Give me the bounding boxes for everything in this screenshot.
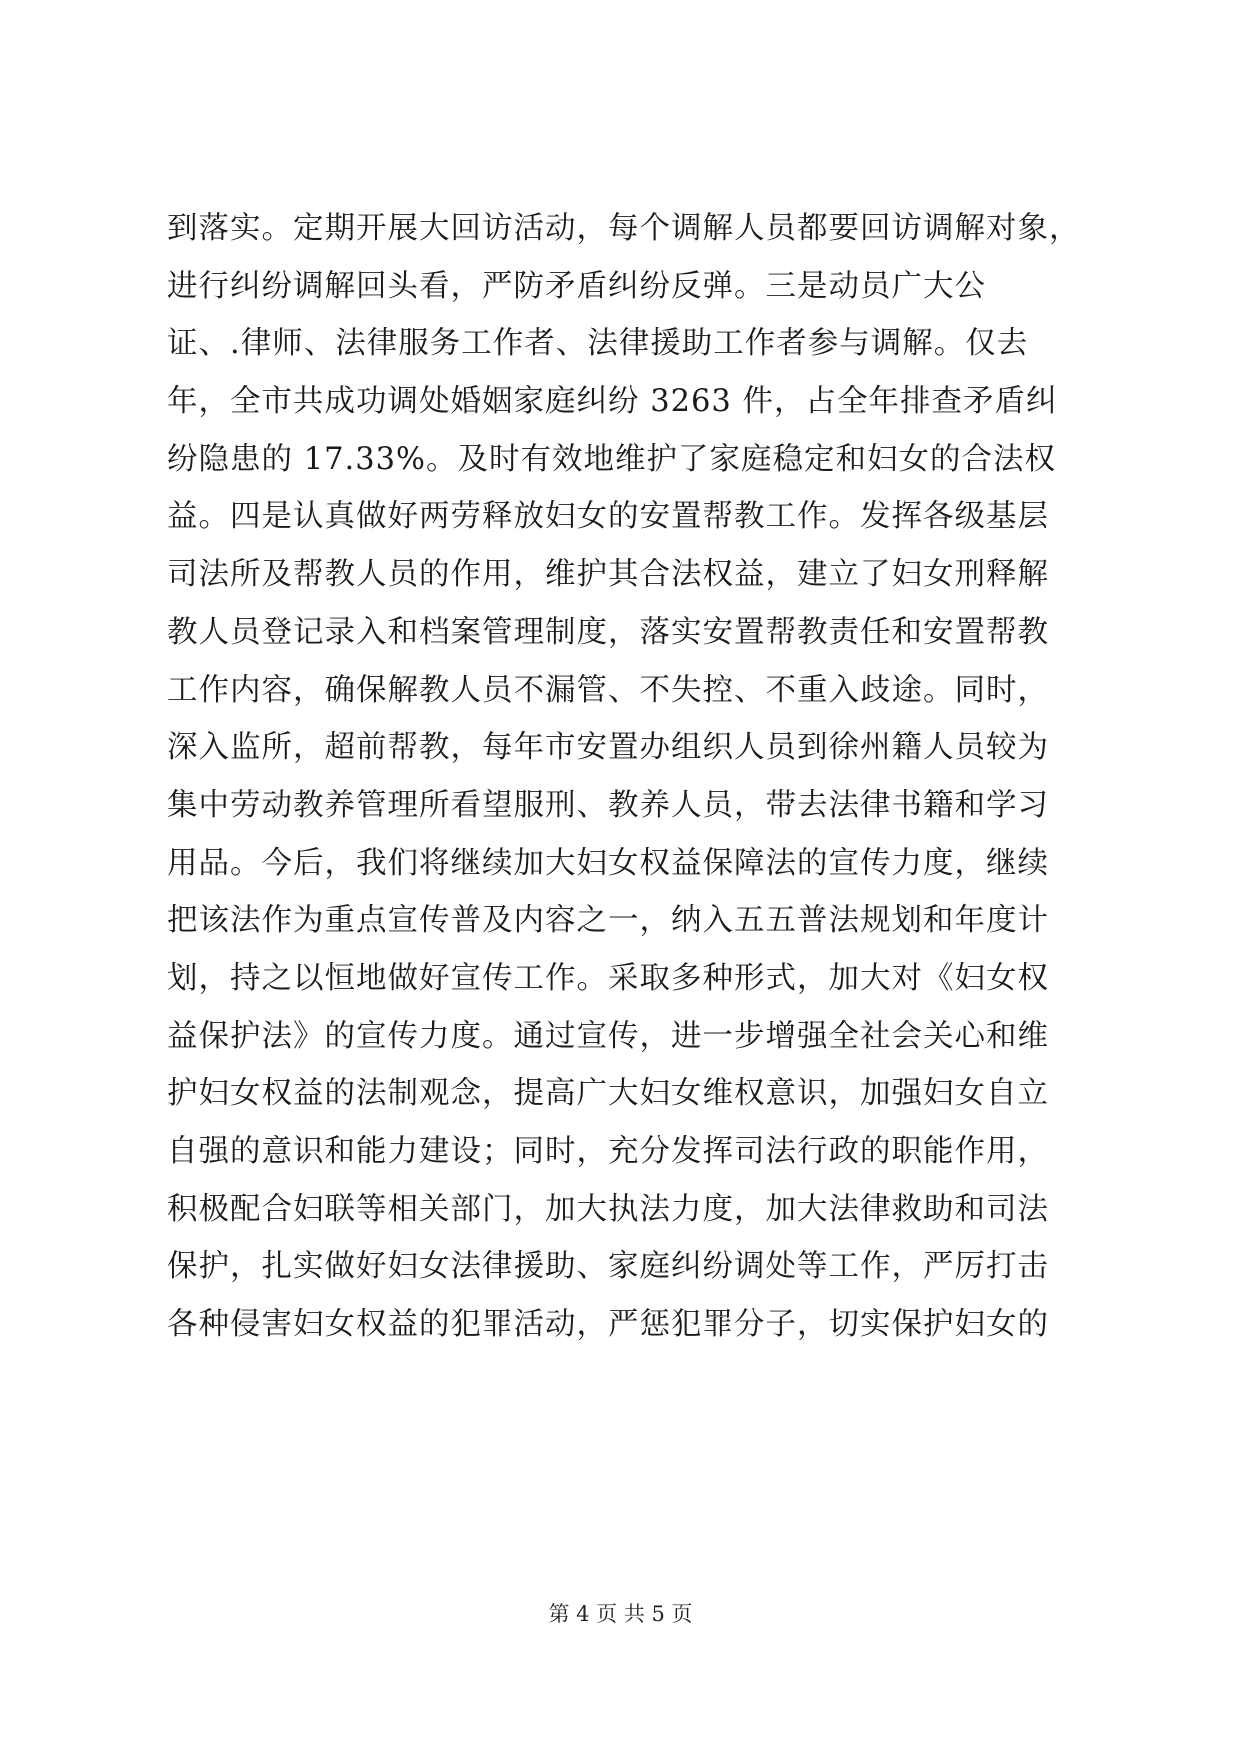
text-line: 工作内容，确保解教人员不漏管、不失控、不重入歧途。同时， [167,672,1049,708]
text-line: 教人员登记录入和档案管理制度，落实安置帮教责任和安置帮教 [167,614,1049,650]
text-line: 纷隐患的 17.33%。及时有效地维护了家庭稳定和妇女的合法权 [167,441,1056,477]
text-line: 到落实。定期开展大回访活动，每个调解人员都要回访调解对象， [167,211,1081,246]
text-line: 积极配合妇联等相关部门，加大执法力度，加大法律救助和司法 [167,1191,1049,1227]
text-line: 司法所及帮教人员的作用，维护其合法权益，建立了妇女刑释解 [167,557,1049,593]
text-line: 用品。今后，我们将继续加大妇女权益保障法的宣传力度，继续 [167,845,1049,881]
text-line: 护妇女权益的法制观念，提高广大妇女维权意识，加强妇女自立 [167,1076,1049,1112]
text-line: 各种侵害妇女权益的犯罪活动，严惩犯罪分子，切实保护妇女的 [167,1307,1049,1343]
text-line: 年，全市共成功调处婚姻家庭纠纷 3263 件，占全年排查矛盾纠 [167,384,1058,420]
page-number-footer: 第 4 页 共 5 页 [548,1602,693,1626]
text-line: 益。四是认真做好两劳释放妇女的安置帮教工作。发挥各级基层 [167,499,1049,535]
text-line: 划，持之以恒地做好宣传工作。采取多种形式，加大对《妇女权 [167,960,1049,996]
text-line: 深入监所，超前帮教，每年市安置办组织人员到徐州籍人员较为 [167,730,1049,766]
text-line: 证、.律师、法律服务工作者、法律援助工作者参与调解。仅去 [167,326,1029,362]
text-line: 益保护法》的宣传力度。通过宣传，进一步增强全社会关心和维 [167,1018,1049,1054]
text-line: 自强的意识和能力建设；同时，充分发挥司法行政的职能作用， [167,1134,1049,1169]
text-line: 保护，扎实做好妇女法律援助、家庭纠纷调处等工作，严厉打击 [167,1249,1049,1285]
text-line: 进行纠纷调解回头看，严防矛盾纠纷反弹。三是动员广大公 [167,268,986,304]
text-line: 把该法作为重点宣传普及内容之一，纳入五五普法规划和年度计 [167,903,1049,939]
text-line: 集中劳动教养管理所看望服刑、教养人员，带去法律书籍和学习 [167,787,1049,823]
body-text [167,200,1087,1354]
